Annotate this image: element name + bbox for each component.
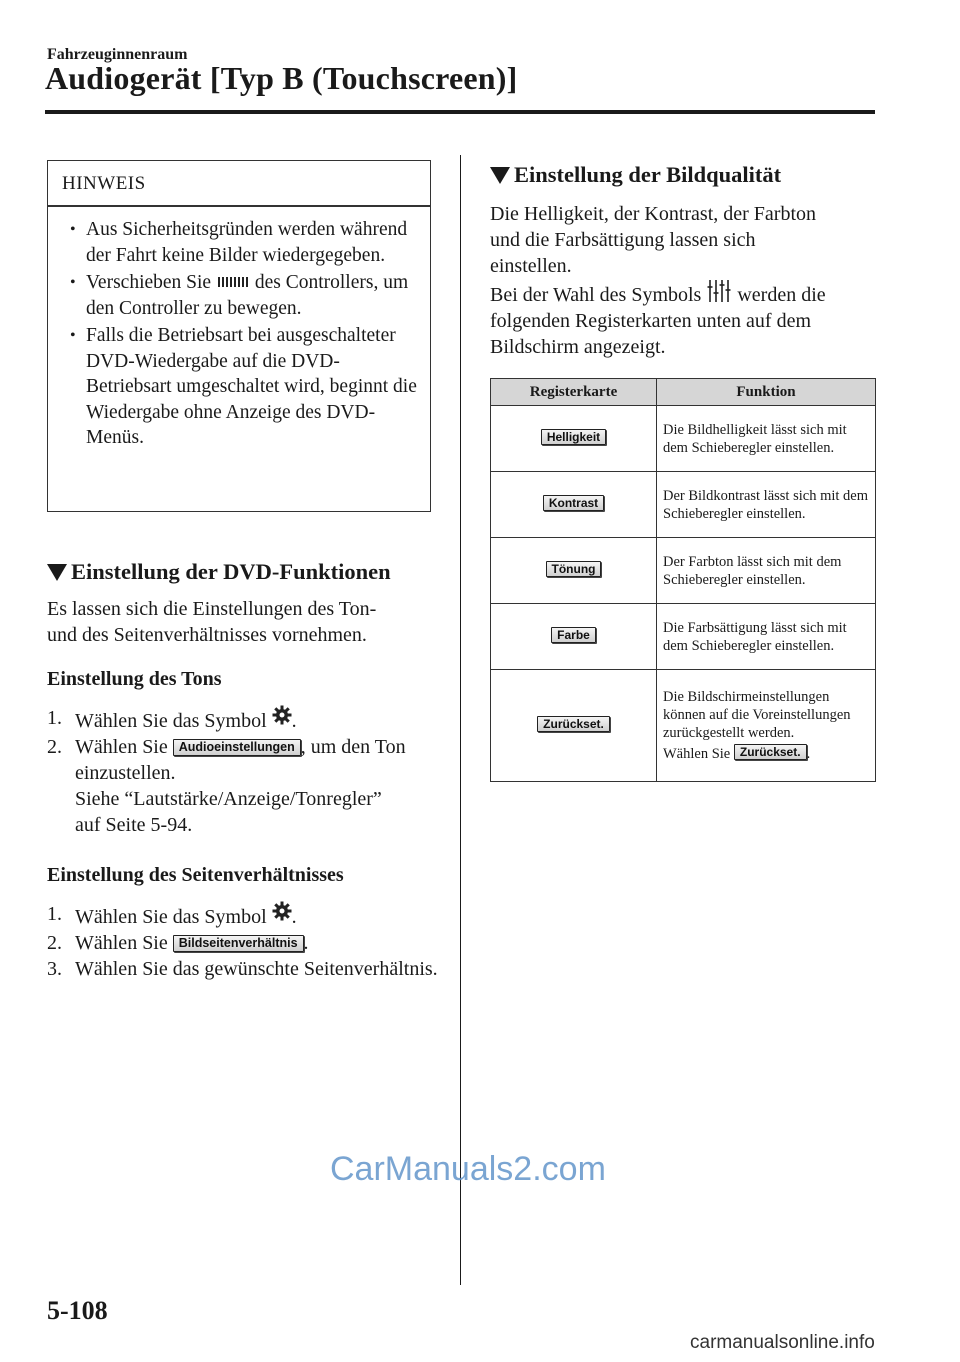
table-cell-function: Die Farbsättigung lässt sich mit dem Schieberegler einstellen. [657, 604, 876, 670]
image-intro-line: Bildschirm angezeigt. [490, 336, 666, 358]
step-item [47, 956, 447, 982]
note-item-text-after: des Controllers, um den Controller zu bewegen. [86, 272, 409, 319]
image-settings-table [490, 378, 876, 782]
image-intro-line: einstellen. [490, 255, 572, 277]
image-section-heading [490, 162, 781, 188]
table-cell-function-extra: Wählen Sie Zurückset. . [663, 745, 811, 762]
sound-steps [47, 705, 447, 838]
triangle-down-icon [47, 564, 67, 581]
step-text: , um den Ton einzustellen. [75, 736, 406, 784]
table-cell-function: Der Bildkontrast lässt sich mit dem Schieberegler einstellen. [657, 472, 876, 538]
step-text: Wählen Sie [75, 736, 168, 758]
image-intro-line: Die Helligkeit, der Kontrast, der Farbton [490, 203, 817, 225]
watermark: CarManuals2.com [330, 1150, 606, 1188]
table-cell-tab [491, 670, 657, 782]
header-rule [45, 110, 875, 114]
toenung-tab-button: Tönung [546, 561, 602, 577]
table-header-row [491, 379, 876, 406]
image-intro [490, 201, 880, 360]
table-cell-tab [491, 406, 657, 472]
zurueckset-button: Zurückset. [734, 744, 807, 760]
table-cell-function-text: Wählen Sie [663, 746, 731, 762]
note-list [64, 217, 420, 453]
kontrast-tab-button: Kontrast [543, 495, 604, 511]
step-text: Wählen Sie [75, 932, 168, 954]
step-item: 2. Wählen Sie Bildseitenverhältnis . [47, 932, 309, 954]
table-row [491, 472, 876, 538]
note-item [64, 217, 420, 268]
step-number: 1. [47, 903, 62, 925]
note-item-text: Aus Sicherheitsgründen werden während der Fahrt keine Bilder wiedergegeben. [86, 219, 408, 266]
table-row [491, 670, 876, 782]
aspect-steps [47, 901, 447, 982]
table-cell-tab [491, 472, 657, 538]
step-text: Wählen Sie das Symbol [75, 710, 267, 732]
step-number: 2. [47, 932, 62, 954]
zurueckset-tab-button: Zurückset. [537, 716, 610, 732]
table-header: Funktion [657, 379, 876, 406]
section-label: Fahrzeuginnenraum [47, 46, 188, 63]
equalizer-icon [706, 279, 732, 303]
note-item [64, 323, 420, 451]
bullet-icon: • [70, 327, 76, 344]
table-cell-function: Der Farbton lässt sich mit dem Schieberegler einstellen. [657, 538, 876, 604]
table-row [491, 604, 876, 670]
gear-icon [272, 901, 292, 921]
note-item-text: Falls die Betriebsart bei ausgeschalteter DVD-Wiedergabe auf die DVD-Betriebsart umgeschaltet wird, beginnt die Wiedergabe ohne Anzeige des DVD-Menüs. [86, 325, 417, 448]
page-title: Audiogerät [Typ B (Touchscreen)] [45, 60, 518, 96]
farbe-tab-button: Farbe [551, 627, 596, 643]
note-item [64, 270, 420, 321]
note-item-text-before: Verschieben Sie [86, 272, 212, 293]
bildseitenverhaeltnis-button: Bildseitenverhältnis [173, 935, 304, 952]
sound-heading: Einstellung des Tons [47, 668, 222, 690]
dvd-intro [47, 596, 447, 648]
table-cell-tab [491, 538, 657, 604]
image-intro-text: Bei der Wahl des Symbols [490, 284, 702, 306]
step-reference: auf Seite 5-94. [75, 814, 193, 836]
step-item: 1. Wählen Sie das Symbol . [47, 707, 297, 732]
image-intro-text: werden die [737, 284, 826, 306]
column-divider [460, 155, 461, 1285]
step-text: Wählen Sie das Symbol [75, 906, 267, 928]
table-cell-function-text: Die Bildschirmeinstellungen können auf die Voreinstellungen zurückgestellt werden. [663, 689, 851, 741]
step-number: 2. [47, 736, 62, 758]
controller-ridges-icon [216, 276, 250, 288]
page-number: 5-108 [47, 1296, 108, 1325]
step-item: 1. Wählen Sie das Symbol . [47, 903, 297, 928]
image-intro-line: folgenden Registerkarten unten auf dem [490, 310, 811, 332]
dvd-intro-line: Es lassen sich die Einstellungen des Ton- [47, 598, 377, 620]
gear-icon [272, 705, 292, 725]
table-row [491, 538, 876, 604]
table-cell-function [657, 670, 876, 782]
helligkeit-tab-button: Helligkeit [541, 429, 606, 445]
bullet-icon: • [70, 274, 76, 291]
note-divider [48, 205, 430, 207]
dvd-section-heading [47, 559, 391, 585]
step-item [47, 734, 447, 838]
note-title: HINWEIS [62, 173, 146, 194]
note-box [47, 160, 431, 512]
dvd-section-heading-text: Einstellung der DVD-Funktionen [71, 559, 391, 584]
dvd-intro-line: und des Seitenverhältnisses vornehmen. [47, 624, 367, 646]
bullet-icon: • [70, 221, 76, 238]
footer-site: carmanualsonline.info [690, 1332, 875, 1353]
table-cell-tab [491, 604, 657, 670]
table-row [491, 406, 876, 472]
table-cell-function: Die Bildhelligkeit lässt sich mit dem Schieberegler einstellen. [657, 406, 876, 472]
step-number: 1. [47, 707, 62, 729]
step-reference: Siehe “Lautstärke/Anzeige/Tonregler” [75, 788, 382, 810]
step-number: 3. [47, 958, 62, 980]
step-text: Wählen Sie das gewünschte Seitenverhältnis. [75, 958, 438, 980]
triangle-down-icon [490, 167, 510, 184]
image-intro-line [490, 279, 880, 308]
image-section-heading-text: Einstellung der Bildqualität [514, 162, 782, 187]
table-header: Registerkarte [491, 379, 657, 406]
aspect-heading: Einstellung des Seitenverhältnisses [47, 864, 344, 886]
audioeinstellungen-button: Audioeinstellungen [173, 739, 301, 756]
image-intro-line: und die Farbsättigung lassen sich [490, 229, 756, 251]
